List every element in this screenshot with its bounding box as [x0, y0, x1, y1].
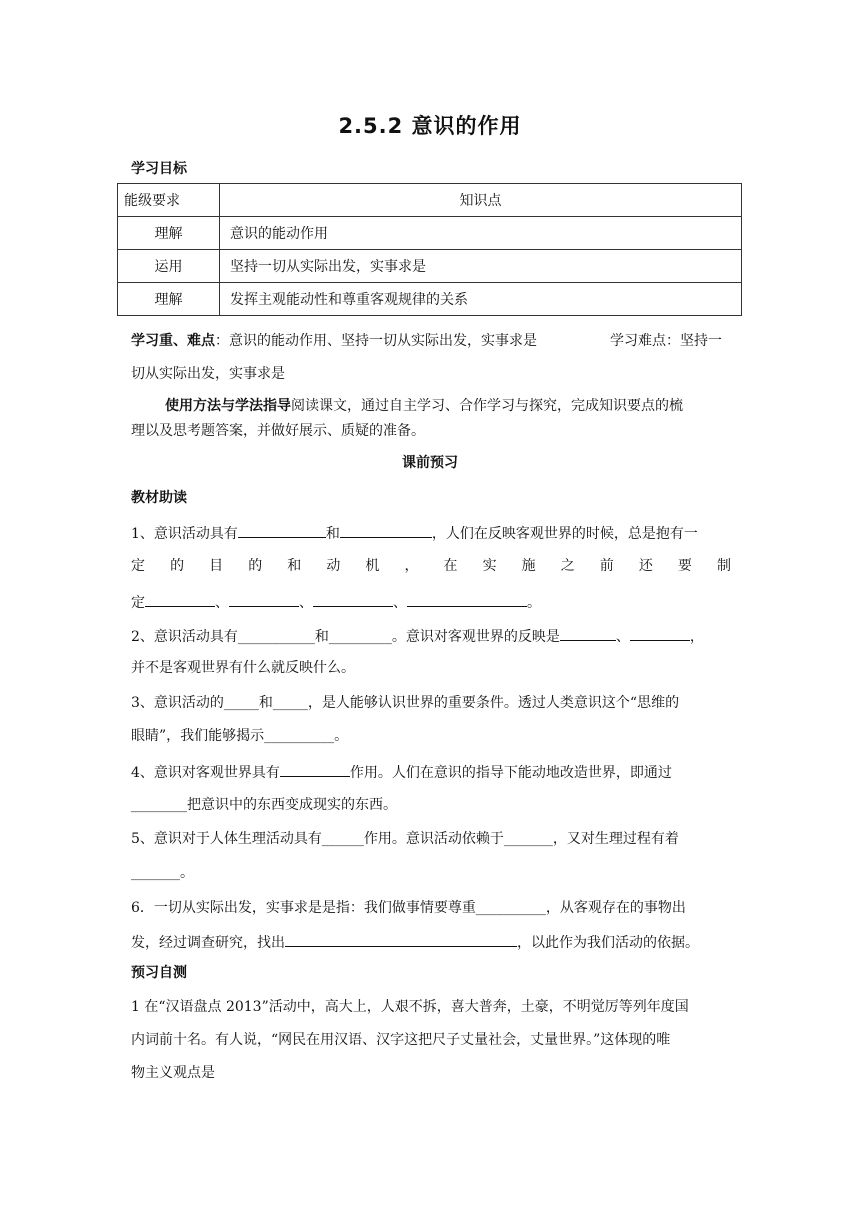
difficulty-label: 学习难点：坚持一	[610, 333, 722, 349]
answer-blank[interactable]	[313, 590, 393, 607]
question-char: ，	[404, 558, 419, 574]
method-label: 使用方法与学法指导	[165, 398, 291, 414]
self-test-line-2: 内词前十名。有人说，“网民在用汉语、汉字这把尺子丈量社会，丈量世界。”这体现的唯	[131, 1032, 671, 1048]
question-2-line-2: 并不是客观世界有什么就反映什么。	[131, 660, 355, 676]
answer-blank[interactable]	[145, 590, 215, 607]
question-char: 目	[209, 558, 224, 574]
self-test-line-3: 物主义观点是	[131, 1065, 215, 1081]
question-6-line-1: 6．一切从实际出发，实事求是是指：我们做事情要尊重__________，从客观存在的事物出	[131, 900, 686, 916]
question-text: 、	[393, 595, 407, 611]
question-5-line-2: _______。	[131, 865, 194, 881]
question-3-line-2: 眼睛”，我们能够揭示__________。	[131, 728, 349, 744]
answer-blank[interactable]	[340, 521, 432, 538]
question-text: 、	[299, 595, 313, 611]
table-row	[118, 283, 742, 316]
question-text: 4、意识对客观世界具有	[131, 765, 280, 781]
question-5-line-1: 5、意识对于人体生理活动具有______作用。意识活动依赖于_______，又对生理过程有着	[131, 831, 679, 847]
answer-blank[interactable]	[238, 521, 326, 538]
method-text: 阅读课文，通过自主学习、合作学习与探究，完成知识要点的梳	[291, 398, 683, 414]
question-char: 实	[482, 558, 497, 574]
self-test-heading: 预习自测	[131, 965, 187, 981]
question-char: 的	[170, 558, 185, 574]
question-char: 定	[131, 558, 145, 574]
answer-blank[interactable]	[229, 590, 299, 607]
question-text: 、	[215, 595, 229, 611]
goals-heading: 学习目标	[131, 161, 187, 177]
self-test-line-1: 1 在“汉语盘点 2013”活动中，高大上，人艰不拆，喜大普奔，土豪，不明觉厉等列年度国	[131, 999, 689, 1015]
table-cell: 坚持一切从实际出发，实事求是	[220, 250, 742, 283]
question-1-line-3	[131, 590, 731, 612]
table-cell: 发挥主观能动性和尊重客观规律的关系	[220, 283, 742, 316]
key-points-label: 学习重、难点	[131, 333, 215, 349]
question-char: 之	[560, 558, 575, 574]
goals-table	[117, 183, 742, 316]
table-header-cell: 知识点	[220, 184, 742, 217]
question-text: ，	[689, 629, 704, 645]
page-title: 2.5.2 意识的作用	[338, 114, 522, 138]
question-1-line-1	[131, 521, 731, 543]
question-char: 前	[599, 558, 614, 574]
answer-blank[interactable]	[630, 624, 690, 641]
question-char: 在	[443, 558, 458, 574]
question-text: 、	[615, 629, 630, 645]
table-cell: 运用	[118, 250, 220, 283]
question-1-line-2	[131, 555, 731, 575]
question-char: 动	[326, 558, 341, 574]
question-char: 还	[638, 558, 653, 574]
preview-heading: 课前预习	[402, 455, 458, 471]
answer-blank[interactable]	[407, 590, 527, 607]
table-header-cell: 能级要求	[118, 184, 220, 217]
question-6-line-2	[131, 930, 731, 952]
key-points-text: ：意识的能动作用、坚持一切从实际出发，实事求是	[215, 333, 537, 349]
question-text: ，以此作为我们活动的依据。	[517, 935, 699, 951]
question-3-line-1: 3、意识活动的_____和_____，是人能够认识世界的重要条件。透过人类意识这个“思维的	[131, 695, 680, 711]
question-text: 。	[527, 595, 541, 611]
question-2-line-1	[131, 624, 731, 646]
key-points-continuation: 切从实际出发，实事求是	[131, 366, 285, 382]
table-cell: 意识的能动作用	[220, 217, 742, 250]
table-row	[118, 250, 742, 283]
answer-blank[interactable]	[560, 624, 616, 641]
textbook-heading: 教材助读	[131, 490, 187, 506]
table-row	[118, 217, 742, 250]
question-char: 机	[365, 558, 380, 574]
question-text: 作用。人们在意识的指导下能动地改造世界，即通过	[349, 765, 672, 781]
question-text: 2、意识活动具有___________和_________。意识对客观世界的反映是	[131, 629, 560, 645]
question-text: ，人们在反映客观世界的时候，总是抱有一	[431, 526, 698, 542]
table-cell: 理解	[118, 283, 220, 316]
answer-blank[interactable]	[280, 760, 350, 777]
question-text: 发，经过调查研究，找出	[131, 935, 285, 951]
question-char: 施	[521, 558, 536, 574]
table-cell: 理解	[118, 217, 220, 250]
question-text: 和	[325, 526, 340, 542]
question-char: 要	[677, 558, 692, 574]
question-char: 的	[248, 558, 263, 574]
question-char: 制	[716, 558, 731, 574]
question-text: 定	[131, 595, 145, 611]
question-text: 1、意识活动具有	[131, 526, 238, 542]
question-4-line-2: ________把意识中的东西变成现实的东西。	[131, 797, 397, 813]
answer-blank[interactable]	[285, 930, 517, 947]
question-4-line-1	[131, 760, 731, 782]
question-char: 和	[287, 558, 302, 574]
method-continuation: 理以及思考题答案，并做好展示、质疑的准备。	[131, 423, 425, 439]
method-line	[165, 395, 735, 415]
table-header-row	[118, 184, 742, 217]
